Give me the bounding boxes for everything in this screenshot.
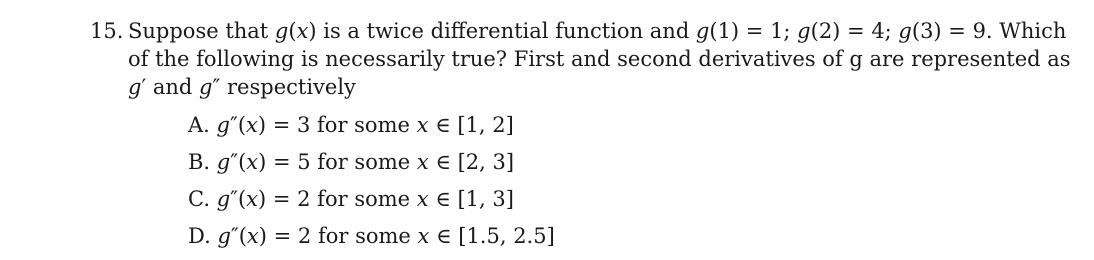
option-d-text: 𝑔″(𝑥) = 2 for some 𝑥 ∈ [1.5, 2.5] xyxy=(217,224,555,248)
option-d xyxy=(188,223,555,260)
answer-options xyxy=(188,112,555,260)
option-a-letter: A. xyxy=(188,113,210,137)
question-stem-line-3: 𝑔′ and 𝑔″ respectively xyxy=(128,75,356,99)
option-b xyxy=(188,149,555,186)
option-b-text: 𝑔″(𝑥) = 5 for some 𝑥 ∈ [2, 3] xyxy=(216,150,515,174)
option-d-letter: D. xyxy=(188,224,211,248)
option-a xyxy=(188,112,555,149)
question-stem-line-2: of the following is necessarily true? First and second derivatives of g are represented as xyxy=(128,47,1071,71)
option-b-letter: B. xyxy=(188,150,211,174)
option-c-letter: C. xyxy=(188,187,210,211)
question-stem-line-1: Suppose that 𝑔(𝑥) is a twice differential function and 𝑔(1) = 1; 𝑔(2) = 4; 𝑔(3) = 9. Which xyxy=(128,19,1067,43)
option-a-text: 𝑔″(𝑥) = 3 for some 𝑥 ∈ [1, 2] xyxy=(216,113,514,137)
option-c-text: 𝑔″(𝑥) = 2 for some 𝑥 ∈ [1, 3] xyxy=(216,187,514,211)
option-c xyxy=(188,186,555,223)
question-number: 15. xyxy=(90,19,124,43)
